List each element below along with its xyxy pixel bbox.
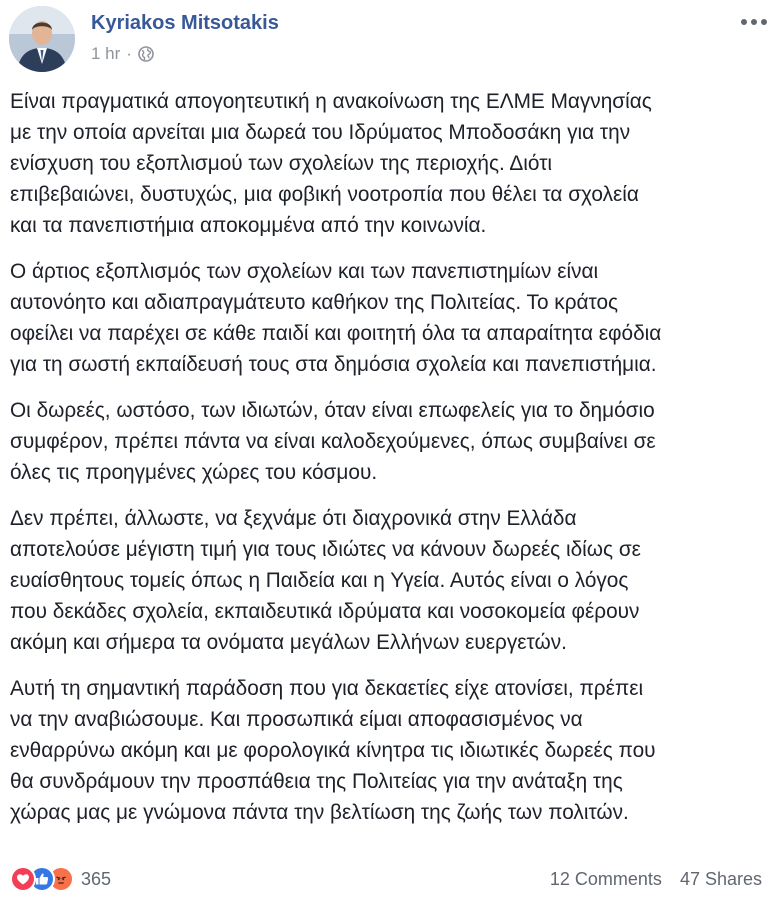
post-footer [10, 862, 762, 896]
post-paragraph: Δεν πρέπει, άλλωστε, να ξεχνάμε ότι διαχρονικά στην Ελλάδα αποτελούσε μέγιστη τιμή για τους ιδιώτες να κάνουν δωρεές ιδίως σε ευαίσθητους τομείς όπως η Παιδεία και η Υγεία. Αυτός είναι ο λόγος που δεκάδες σχολεία, εκπαιδευτικά ιδρύματα και νοσοκομεία φέρουν ακόμη και σήμερα τα ονόματα μεγάλων Ελλήνων ευεργετών. [10, 507, 641, 654]
post-paragraph: Αυτή τη σημαντική παράδοση που για δεκαετίες είχε ατονίσει, πρέπει να την αναβιώσουμε. Και προσωπικά είμαι αποφασισμένος να ενθαρρύνω ακόμη και με φορολογικά κίνητρα τις ιδιωτικές δωρεές που θα συνδράμουν την προσπάθεια της Πολιτείας για την ανάταξη της χώρας μας με γνώμονα πάντα την βελτίωση της ζωής των πολιτών. [10, 677, 656, 824]
meta-separator: · [126, 44, 132, 63]
post-content [10, 86, 772, 843]
reactions-summary[interactable] [10, 866, 111, 892]
comments-link[interactable]: 12 Comments [549, 868, 662, 889]
post-paragraph: Ο άρτιος εξοπλισμός των σχολείων και των πανεπιστημίων είναι αυτονόητο και αδιαπραγμάτευτο καθήκον της Πολιτείας. Το κράτος οφείλει να παρέχει σε κάθε παιδί και φοιτητή όλα τα απαραίτητα εφόδια για τη σωστή εκπαίδευσή τους στα δημόσια σχολεία και πανεπιστήμια. [10, 260, 662, 376]
more-dot-icon [741, 19, 747, 25]
avatar-photo-icon [9, 6, 75, 72]
post-time[interactable]: 1 hr [91, 44, 121, 63]
post-paragraph: Είναι πραγματικά απογοητευτική η ανακοίνωση της ΕΛΜΕ Μαγνησίας με την οποία αρνείται μια δωρεά του Ιδρύματος Μποδοσάκη για την ενίσχυση του εξοπλισμού των σχολείων της περιοχής. Διότι επιβεβαιώνει, δυστυχώς, μια φοβική νοοτροπία που θέλει τα σχολεία και τα πανεπιστήμια αποκομμένα από την κοινωνία. [10, 90, 652, 237]
author-name[interactable]: Kyriakos Mitsotakis [91, 12, 279, 34]
love-icon [10, 866, 36, 892]
engagement-counts [550, 869, 762, 890]
post-header [9, 6, 771, 72]
more-options-button[interactable] [741, 12, 767, 32]
more-dot-icon [751, 19, 757, 25]
post-paragraph: Οι δωρεές, ωστόσο, των ιδιωτών, όταν είναι επωφελείς για το δημόσιο συμφέρον, πρέπει πάντα να είναι καλοδεχούμενες, όπως συμβαίνει σε όλες τις προηγμένες χώρες του κόσμου. [10, 399, 656, 484]
post-meta [91, 44, 154, 64]
reactions-count: 365 [81, 868, 112, 889]
globe-icon[interactable] [138, 46, 154, 62]
author-avatar[interactable] [9, 6, 75, 72]
shares-link[interactable]: 47 Shares [679, 868, 762, 889]
more-dot-icon [761, 19, 767, 25]
